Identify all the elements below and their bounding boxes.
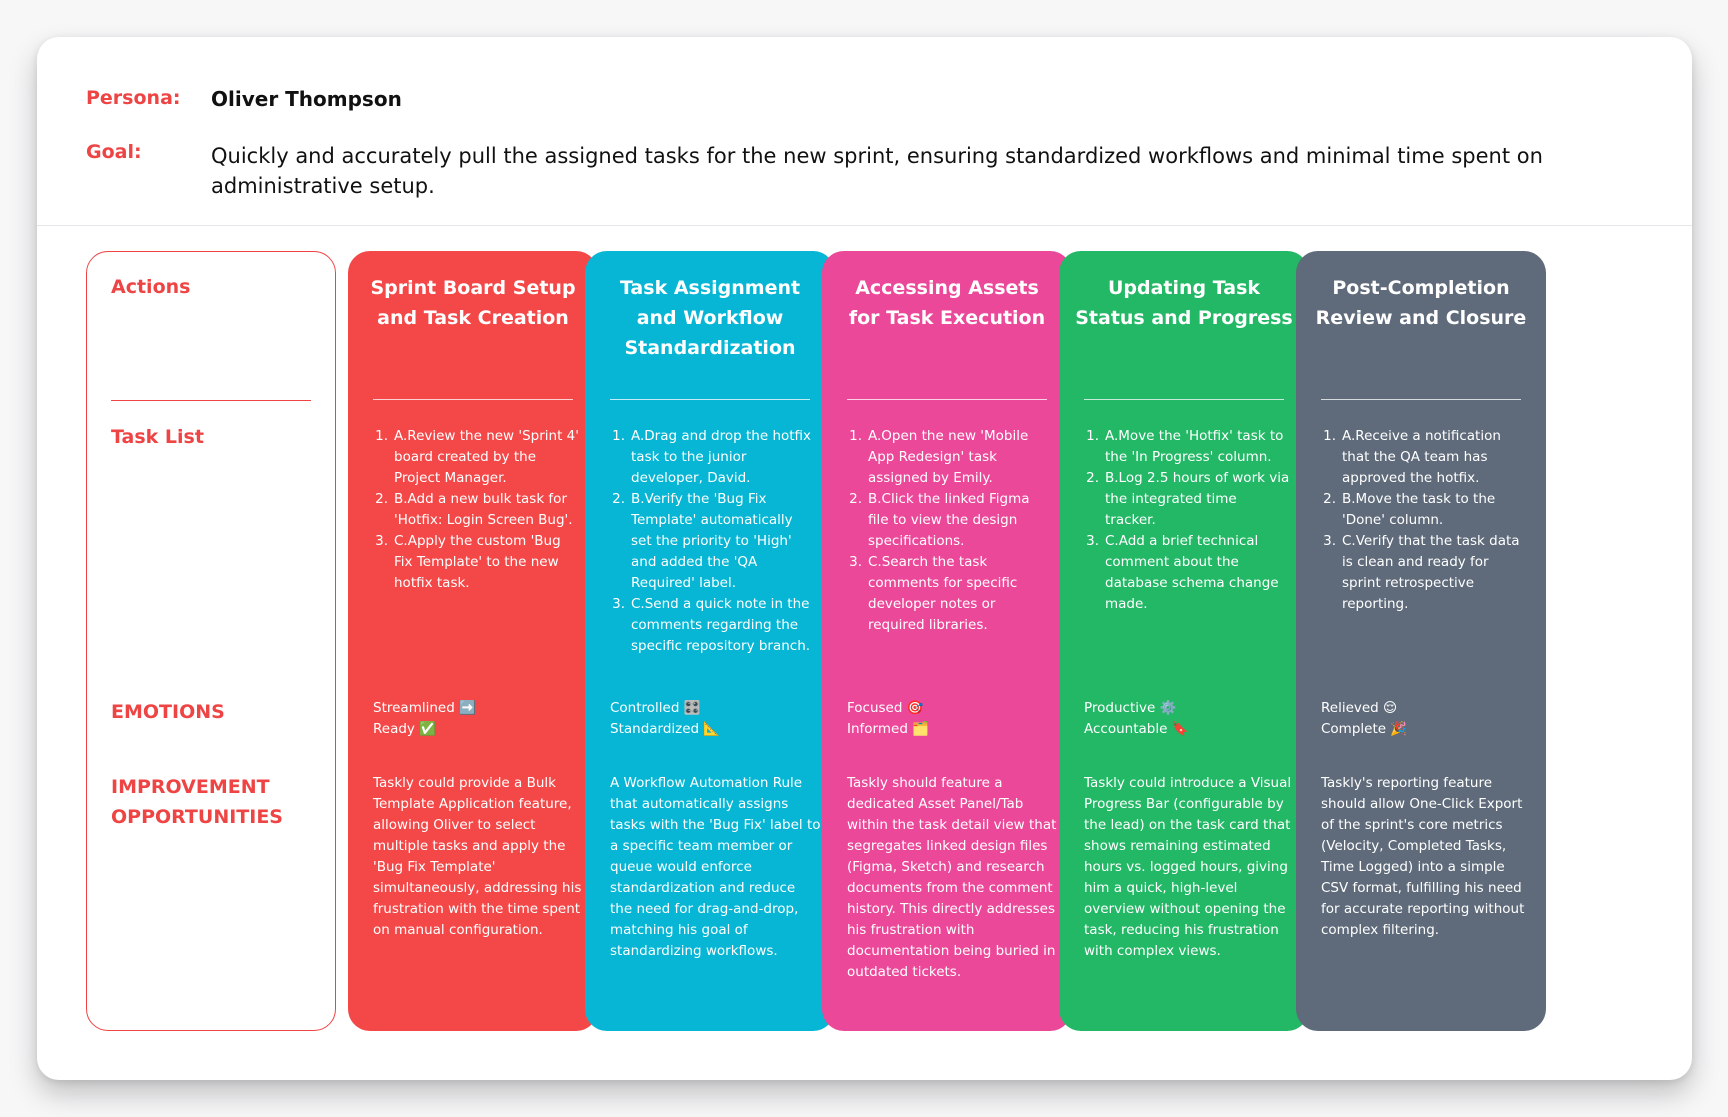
task-text: B.Move the task to the 'Done' column. (1342, 491, 1496, 528)
stage-card (822, 251, 1072, 1031)
persona-name: Oliver Thompson (211, 87, 402, 111)
emotions-block (847, 698, 1054, 740)
list-item (1084, 468, 1291, 531)
emotions-label: EMOTIONS (111, 701, 225, 723)
emotion-item: Informed 🗂️ (847, 721, 929, 737)
task-text: A.Drag and drop the hotfix task to the junior developer, David. (631, 428, 812, 486)
list-item (373, 426, 580, 489)
task-number: 3. (1086, 533, 1099, 549)
task-text: B.Log 2.5 hours of work via the integrated time tracker. (1105, 470, 1290, 528)
list-item (1321, 426, 1528, 489)
actions-label: Actions (111, 276, 191, 298)
list-item (847, 489, 1054, 552)
task-number: 3. (612, 596, 625, 612)
persona-label: Persona: (86, 87, 181, 109)
task-list-label: Task List (111, 426, 204, 448)
stage-card (348, 251, 598, 1031)
stage-divider (1084, 399, 1284, 400)
task-text: C.Send a quick note in the comments regarding the specific repository branch. (631, 596, 811, 654)
emotions-block (1084, 698, 1291, 740)
stage-title: Task Assignment and Workflow Standardization (619, 277, 801, 359)
emotion-item: Complete 🎉 (1321, 721, 1408, 737)
list-item (847, 552, 1054, 636)
stage-card (1296, 251, 1546, 1031)
task-text: A.Review the new 'Sprint 4' board created by the Project Manager. (394, 428, 579, 486)
task-number: 2. (612, 491, 625, 507)
task-list (1321, 426, 1528, 615)
task-text: C.Search the task comments for specific developer notes or required libraries. (868, 554, 1018, 633)
emotion-item: Relieved 😌 (1321, 700, 1398, 716)
emotions-block (373, 698, 580, 740)
emotions-block (610, 698, 817, 740)
list-item (610, 594, 817, 657)
emotion-item: Streamlined ➡️ (373, 700, 476, 716)
stage-divider (1321, 399, 1521, 400)
task-text: C.Verify that the task data is clean and ready for sprint retrospective reporting. (1342, 533, 1520, 612)
emotion-item: Controlled 🎛️ (610, 700, 701, 716)
task-number: 1. (612, 428, 625, 444)
task-number: 2. (849, 491, 862, 507)
task-number: 3. (375, 533, 388, 549)
task-text: A.Open the new 'Mobile App Redesign' task assigned by Emily. (868, 428, 1029, 486)
actions-divider (111, 400, 311, 401)
task-list (610, 426, 817, 657)
task-list (847, 426, 1054, 636)
emotion-item: Focused 🎯 (847, 700, 924, 716)
improvement-text: Taskly could introduce a Visual Progress Bar (configurable by the lead) on the task card that shows remaining estimated hours vs. logged hours, giving him a quick, high-level overview without opening the task, reducing his frustration with complex views. (1084, 775, 1292, 959)
task-text: A.Receive a notification that the QA team has approved the hotfix. (1342, 428, 1501, 486)
task-list (1084, 426, 1291, 615)
list-item (610, 426, 817, 489)
list-item (1084, 531, 1291, 615)
stage-divider (610, 399, 810, 400)
task-number: 2. (1323, 491, 1336, 507)
emotions-block (1321, 698, 1528, 740)
list-item (1084, 426, 1291, 468)
task-number: 3. (1323, 533, 1336, 549)
list-item (847, 426, 1054, 489)
task-number: 1. (1323, 428, 1336, 444)
list-item (1321, 489, 1528, 531)
task-text: B.Click the linked Figma file to view the design specifications. (868, 491, 1030, 549)
emotion-item: Accountable 🔖 (1084, 721, 1189, 737)
task-text: B.Add a new bulk task for 'Hotfix: Login Screen Bug'. (394, 491, 573, 528)
task-list (373, 426, 580, 594)
persona-row (86, 87, 402, 111)
list-item (1321, 531, 1528, 615)
task-text: B.Verify the 'Bug Fix Template' automatically set the priority to 'High' and added the 'QA Required' label. (631, 491, 793, 591)
emotion-item: Productive ⚙️ (1084, 700, 1177, 716)
task-text: C.Add a brief technical comment about the database schema change made. (1105, 533, 1279, 612)
emotion-item: Ready ✅ (373, 721, 437, 737)
improvement-text: Taskly could provide a Bulk Template Application feature, allowing Oliver to select multiple tasks and apply the 'Bug Fix Template' simultaneously, addressing his frustration with the time spent on manual configuration. (373, 775, 582, 938)
stage-divider (847, 399, 1047, 400)
stage-title: Updating Task Status and Progress (1075, 277, 1293, 329)
row-labels-column (86, 251, 336, 1031)
stage-card (1059, 251, 1309, 1031)
improvement-text: Taskly's reporting feature should allow One-Click Export of the sprint's core metrics (Velocity, Completed Tasks, Time Logged) into a simple CSV format, fulfilling his need for accurate reporting without complex filtering. (1321, 775, 1525, 938)
list-item (373, 531, 580, 594)
improvement-text: Taskly should feature a dedicated Asset Panel/Tab within the task detail view that segregates linked design files (Figma, Sketch) and research documents from the comment history. This directly addresses his frustration with documentation being buried in outdated tickets. (847, 775, 1057, 980)
task-text: C.Apply the custom 'Bug Fix Template' to the new hotfix task. (394, 533, 561, 591)
task-number: 1. (375, 428, 388, 444)
task-number: 2. (1086, 470, 1099, 486)
stage-title: Accessing Assets for Task Execution (848, 277, 1046, 329)
stage-title: Sprint Board Setup and Task Creation (370, 277, 576, 329)
emotion-item: Standardized 📐 (610, 721, 721, 737)
stage-card (585, 251, 835, 1031)
task-number: 1. (1086, 428, 1099, 444)
task-text: A.Move the 'Hotfix' task to the 'In Progress' column. (1105, 428, 1284, 465)
list-item (610, 489, 817, 594)
task-number: 2. (375, 491, 388, 507)
goal-row (86, 141, 1676, 201)
header-divider (37, 225, 1692, 226)
improvement-text: A Workflow Automation Rule that automatically assigns tasks with the 'Bug Fix' label to a specific team member or queue would enforce standardization and reduce the need for drag-and-drop, matching his goal of standardizing workflows. (610, 775, 821, 959)
task-number: 1. (849, 428, 862, 444)
stage-title: Post-Completion Review and Closure (1315, 277, 1527, 329)
goal-label: Goal: (86, 141, 142, 163)
stage-divider (373, 399, 573, 400)
goal-text: Quickly and accurately pull the assigned tasks for the new sprint, ensuring standardized workflows and minimal time spent on administrative setup. (211, 144, 1543, 198)
task-number: 3. (849, 554, 862, 570)
journey-map-card (37, 37, 1692, 1080)
list-item (373, 489, 580, 531)
improvement-label: IMPROVEMENT OPPORTUNITIES (111, 776, 283, 828)
